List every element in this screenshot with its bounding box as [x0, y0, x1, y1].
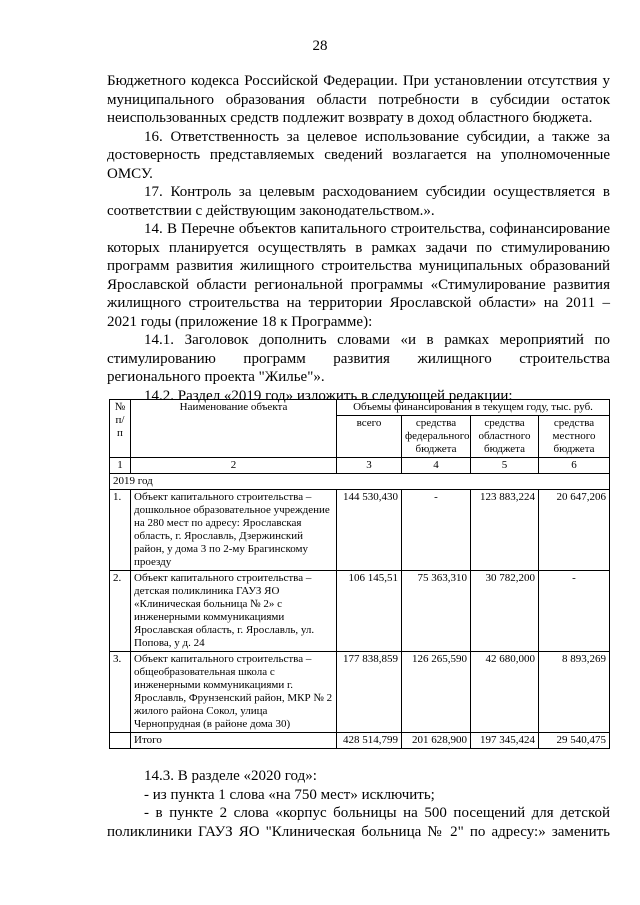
row-regional: 42 680,000: [471, 652, 539, 733]
body-text-top: [107, 72, 610, 405]
total-federal: 201 628,900: [402, 733, 471, 749]
row-regional: 30 782,200: [471, 571, 539, 652]
paragraph: 14.2. Раздел «2019 год» изложить в следующей редакции:: [144, 387, 513, 404]
header-local: средства местного бюджета: [539, 416, 610, 458]
paragraph: 14.3. В разделе «2020 год»:: [144, 768, 317, 784]
paragraph: 14. В Перечне объектов капитального строительства, софинансирование которых планируется осуществлять в рамках задачи по стимулированию программ развития жилищного строительства муниципальных образований Ярославской области региональной программы «Стимулирование развития жилищного строительства на территории Ярославской области» на 2011 – 2021 годы (приложение 18 к Программе):: [107, 221, 610, 330]
paragraph: 14.1. Заголовок дополнить словами «и в рамках мероприятий по стимулированию программ развития жилищного строительства регионального проекта "Жилье"».: [107, 332, 610, 385]
row-total: 177 838,859: [337, 652, 402, 733]
row-regional: 123 883,224: [471, 490, 539, 571]
row-num: 2.: [110, 571, 131, 652]
total-total: 428 514,799: [337, 733, 402, 749]
row-local: 8 893,269: [539, 652, 610, 733]
total-regional: 197 345,424: [471, 733, 539, 749]
column-number: 6: [539, 458, 610, 474]
total-label: Итого: [131, 733, 337, 749]
column-number: 4: [402, 458, 471, 474]
row-total: 144 530,430: [337, 490, 402, 571]
header-total: всего: [337, 416, 402, 458]
body-text-bottom: [107, 767, 610, 841]
column-number: 5: [471, 458, 539, 474]
total-row-num-cell: [110, 733, 131, 749]
row-local: -: [539, 571, 610, 652]
paragraph: - из пункта 1 слова «на 750 мест» исключить;: [144, 786, 435, 803]
column-number: 3: [337, 458, 402, 474]
header-funding: Объемы финансирования в текущем году, тыс. руб.: [337, 400, 610, 416]
total-row: [110, 733, 610, 749]
row-total: 106 145,51: [337, 571, 402, 652]
table-row: [110, 652, 610, 733]
row-name: Объект капитального строительства – дошкольное образовательное учреждение на 280 мест по адресу: Ярославская область, г. Ярославль, Дзержинский район, у дома 3 по 2-му Брагинскому проезду: [131, 490, 337, 571]
row-name: Объект капитального строительства – общеобразовательная школа с инженерными коммуникациями г. Ярославль, Фрунзенский район, МКР № 2 жилого района Сокол, улица Чернопрудная (в районе дома 30): [131, 652, 337, 733]
header-regional: средства областного бюджета: [471, 416, 539, 458]
paragraph: 17. Контроль за целевым расходованием субсидии осуществляется в соответствии с действующим законодательством.».: [107, 184, 610, 219]
row-num: 1.: [110, 490, 131, 571]
row-federal: -: [402, 490, 471, 571]
header-num: № п/п: [110, 400, 131, 458]
row-local: 20 647,206: [539, 490, 610, 571]
row-num: 3.: [110, 652, 131, 733]
paragraph: Бюджетного кодекса Российской Федерации. При установлении отсутствия у муниципального образования области потребности в субсидии остаток неиспользованных средств подлежит возврату в доход областного бюджета.: [107, 73, 610, 126]
row-federal: 75 363,310: [402, 571, 471, 652]
header-federal: средства федерального бюджета: [402, 416, 471, 458]
table-row: [110, 490, 610, 571]
total-local: 29 540,475: [539, 733, 610, 749]
row-federal: 126 265,590: [402, 652, 471, 733]
paragraph: 16. Ответственность за целевое использование субсидии, а также за достоверность представляемых сведений возлагается на уполномоченные ОМСУ.: [107, 128, 610, 182]
table-row: [110, 571, 610, 652]
header-name: Наименование объекта: [131, 400, 337, 458]
column-number: 1: [110, 458, 131, 474]
year-label: 2019 год: [110, 474, 610, 490]
page-number: 28: [312, 38, 328, 54]
paragraph: - в пункте 2 слова «корпус больницы на 500 посещений для детской поликлиники ГАУЗ ЯО "Клиническая больница № 2" по адресу:» заменить: [107, 805, 610, 840]
financing-table: [109, 399, 610, 749]
column-number: 2: [131, 458, 337, 474]
row-name: Объект капитального строительства – детская поликлиника ГАУЗ ЯО «Клиническая больница № 2» с инженерными коммуникациями Ярославская область, г. Ярославль, ул. Попова, у д. 24: [131, 571, 337, 652]
